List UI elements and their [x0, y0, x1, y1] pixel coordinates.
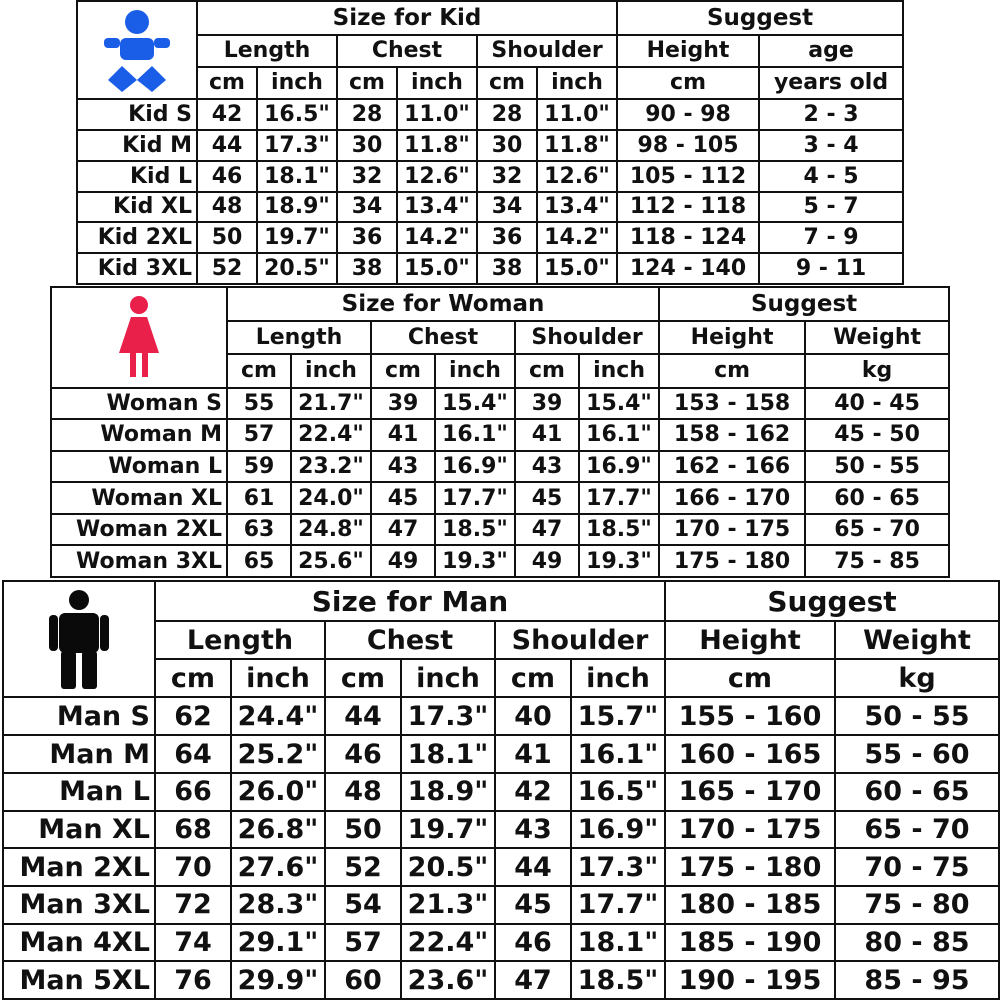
table-cell: 24.8" — [291, 514, 371, 546]
table-cell: 32 — [477, 161, 537, 192]
table-cell: 60 - 65 — [835, 773, 999, 811]
table-cell: 124 - 140 — [617, 253, 759, 284]
size-label: Woman XL — [51, 482, 227, 514]
table-cell: 12.6" — [397, 161, 477, 192]
table-cell: 60 — [325, 961, 401, 999]
table-cell: 13.4" — [537, 192, 617, 223]
unit-header: inch — [401, 659, 495, 697]
table-cell: 26.0" — [231, 773, 325, 811]
table-cell: 43 — [495, 811, 571, 849]
table-cell: 118 - 124 — [617, 222, 759, 253]
column-header: Length — [227, 321, 371, 354]
table-cell: 63 — [227, 514, 291, 546]
table-cell: 34 — [337, 192, 397, 223]
table-cell: 29.9" — [231, 961, 325, 999]
table-cell: 11.8" — [537, 130, 617, 161]
column-header: age — [759, 35, 903, 67]
man-title: Size for Man — [155, 581, 665, 621]
table-cell: 175 - 180 — [659, 545, 805, 577]
table-cell: 2 - 3 — [759, 99, 903, 130]
kid-suggest-title: Suggest — [617, 1, 903, 35]
table-row — [77, 222, 903, 253]
unit-header: inch — [397, 67, 477, 99]
table-cell: 153 - 158 — [659, 388, 805, 420]
table-cell: 16.5" — [257, 99, 337, 130]
table-cell: 29.1" — [231, 924, 325, 962]
kid-title: Size for Kid — [197, 1, 617, 35]
table-cell: 25.6" — [291, 545, 371, 577]
table-row — [3, 697, 999, 735]
table-cell: 16.5" — [571, 773, 665, 811]
table-row — [51, 545, 949, 577]
table-cell: 18.5" — [435, 514, 515, 546]
table-row — [77, 192, 903, 223]
table-row — [77, 253, 903, 284]
unit-header: inch — [537, 67, 617, 99]
table-cell: 28 — [337, 99, 397, 130]
unit-header: cm — [617, 67, 759, 99]
size-label: Woman L — [51, 451, 227, 483]
column-header: Shoulder — [477, 35, 617, 67]
table-cell: 38 — [337, 253, 397, 284]
table-cell: 50 - 55 — [805, 451, 949, 483]
table-cell: 19.7" — [401, 811, 495, 849]
table-cell: 47 — [515, 514, 579, 546]
table-cell: 43 — [515, 451, 579, 483]
column-header: Shoulder — [515, 321, 659, 354]
table-cell: 15.4" — [579, 388, 659, 420]
table-cell: 44 — [495, 848, 571, 886]
table-cell: 39 — [371, 388, 435, 420]
kid-size-chart — [76, 0, 902, 285]
table-cell: 18.1" — [401, 735, 495, 773]
table-cell: 49 — [515, 545, 579, 577]
size-label: Kid S — [77, 99, 197, 130]
table-cell: 22.4" — [291, 419, 371, 451]
table-cell: 17.7" — [579, 482, 659, 514]
table-cell: 48 — [325, 773, 401, 811]
man-suggest-title: Suggest — [665, 581, 999, 621]
unit-header: inch — [571, 659, 665, 697]
size-label: Man 5XL — [3, 961, 155, 999]
table-cell: 46 — [325, 735, 401, 773]
table-cell: 19.3" — [435, 545, 515, 577]
table-cell: 170 - 175 — [665, 811, 835, 849]
table-cell: 166 - 170 — [659, 482, 805, 514]
table-cell: 13.4" — [397, 192, 477, 223]
unit-header: cm — [371, 354, 435, 387]
table-cell: 16.9" — [571, 811, 665, 849]
unit-header: cm — [659, 354, 805, 387]
table-cell: 49 — [371, 545, 435, 577]
unit-header: cm — [155, 659, 231, 697]
unit-header: inch — [231, 659, 325, 697]
table-cell: 50 - 55 — [835, 697, 999, 735]
table-cell: 43 — [371, 451, 435, 483]
table-cell: 38 — [477, 253, 537, 284]
table-cell: 65 - 70 — [835, 811, 999, 849]
table-cell: 18.1" — [257, 161, 337, 192]
woman-size-chart — [50, 286, 948, 578]
column-header: Length — [197, 35, 337, 67]
column-header: Height — [659, 321, 805, 354]
unit-header: cm — [337, 67, 397, 99]
table-cell: 11.8" — [397, 130, 477, 161]
table-cell: 46 — [495, 924, 571, 962]
size-label: Man M — [3, 735, 155, 773]
table-cell: 16.1" — [435, 419, 515, 451]
table-cell: 55 — [227, 388, 291, 420]
table-cell: 74 — [155, 924, 231, 962]
unit-header: cm — [665, 659, 835, 697]
table-cell: 185 - 190 — [665, 924, 835, 962]
table-cell: 41 — [371, 419, 435, 451]
table-cell: 40 — [495, 697, 571, 735]
table-cell: 19.7" — [257, 222, 337, 253]
woman-size-table — [50, 286, 950, 578]
table-cell: 155 - 160 — [665, 697, 835, 735]
table-cell: 7 - 9 — [759, 222, 903, 253]
table-cell: 165 - 170 — [665, 773, 835, 811]
table-cell: 180 - 185 — [665, 886, 835, 924]
size-label: Man 4XL — [3, 924, 155, 962]
table-cell: 26.8" — [231, 811, 325, 849]
unit-header: cm — [515, 354, 579, 387]
size-label: Man L — [3, 773, 155, 811]
table-cell: 17.7" — [435, 482, 515, 514]
unit-header: inch — [579, 354, 659, 387]
size-label: Man 3XL — [3, 886, 155, 924]
table-cell: 4 - 5 — [759, 161, 903, 192]
table-cell: 54 — [325, 886, 401, 924]
table-cell: 18.5" — [579, 514, 659, 546]
column-header: Length — [155, 621, 325, 659]
table-cell: 27.6" — [231, 848, 325, 886]
table-cell: 65 - 70 — [805, 514, 949, 546]
table-cell: 90 - 98 — [617, 99, 759, 130]
table-row — [77, 130, 903, 161]
table-cell: 15.7" — [571, 697, 665, 735]
table-cell: 70 — [155, 848, 231, 886]
table-cell: 15.0" — [537, 253, 617, 284]
column-header: Weight — [805, 321, 949, 354]
table-cell: 17.3" — [401, 697, 495, 735]
table-row — [51, 388, 949, 420]
table-cell: 17.7" — [571, 886, 665, 924]
table-cell: 65 — [227, 545, 291, 577]
table-cell: 50 — [197, 222, 257, 253]
size-label: Woman 3XL — [51, 545, 227, 577]
table-cell: 11.0" — [397, 99, 477, 130]
man-size-table — [2, 580, 1000, 1000]
table-cell: 175 - 180 — [665, 848, 835, 886]
table-cell: 15.4" — [435, 388, 515, 420]
table-cell: 61 — [227, 482, 291, 514]
size-label: Man 2XL — [3, 848, 155, 886]
table-cell: 21.3" — [401, 886, 495, 924]
table-cell: 75 - 85 — [805, 545, 949, 577]
unit-header: cm — [227, 354, 291, 387]
table-row — [3, 735, 999, 773]
table-cell: 25.2" — [231, 735, 325, 773]
table-cell: 23.6" — [401, 961, 495, 999]
table-cell: 39 — [515, 388, 579, 420]
table-row — [51, 419, 949, 451]
table-row — [3, 848, 999, 886]
table-cell: 9 - 11 — [759, 253, 903, 284]
table-cell: 47 — [371, 514, 435, 546]
table-cell: 45 — [495, 886, 571, 924]
woman-title: Size for Woman — [227, 287, 659, 321]
table-cell: 12.6" — [537, 161, 617, 192]
kid-size-table — [76, 0, 904, 285]
table-cell: 57 — [227, 419, 291, 451]
table-cell: 11.0" — [537, 99, 617, 130]
table-cell: 18.9" — [257, 192, 337, 223]
column-header: Chest — [325, 621, 495, 659]
unit-header: inch — [291, 354, 371, 387]
table-cell: 28.3" — [231, 886, 325, 924]
table-cell: 80 - 85 — [835, 924, 999, 962]
table-cell: 50 — [325, 811, 401, 849]
column-header: Height — [665, 621, 835, 659]
size-label: Man S — [3, 697, 155, 735]
table-cell: 24.0" — [291, 482, 371, 514]
man-size-chart — [2, 580, 998, 1000]
table-cell: 42 — [197, 99, 257, 130]
table-cell: 18.5" — [571, 961, 665, 999]
column-header: Chest — [337, 35, 477, 67]
table-cell: 17.3" — [257, 130, 337, 161]
table-cell: 105 - 112 — [617, 161, 759, 192]
table-cell: 48 — [197, 192, 257, 223]
baby-icon — [77, 1, 197, 99]
table-cell: 75 - 80 — [835, 886, 999, 924]
table-cell: 112 - 118 — [617, 192, 759, 223]
table-cell: 158 - 162 — [659, 419, 805, 451]
table-cell: 21.7" — [291, 388, 371, 420]
size-label: Kid XL — [77, 192, 197, 223]
table-cell: 70 - 75 — [835, 848, 999, 886]
table-cell: 36 — [337, 222, 397, 253]
table-cell: 16.9" — [579, 451, 659, 483]
table-cell: 16.1" — [571, 735, 665, 773]
size-label: Kid 3XL — [77, 253, 197, 284]
table-cell: 98 - 105 — [617, 130, 759, 161]
table-cell: 72 — [155, 886, 231, 924]
column-header: Chest — [371, 321, 515, 354]
table-row — [51, 482, 949, 514]
table-cell: 3 - 4 — [759, 130, 903, 161]
size-label: Kid M — [77, 130, 197, 161]
table-cell: 85 - 95 — [835, 961, 999, 999]
table-cell: 66 — [155, 773, 231, 811]
unit-header: inch — [257, 67, 337, 99]
unit-header: cm — [495, 659, 571, 697]
table-cell: 19.3" — [579, 545, 659, 577]
table-cell: 52 — [325, 848, 401, 886]
table-cell: 190 - 195 — [665, 961, 835, 999]
table-cell: 14.2" — [397, 222, 477, 253]
woman-icon — [51, 287, 227, 388]
table-cell: 32 — [337, 161, 397, 192]
table-cell: 52 — [197, 253, 257, 284]
size-label: Kid L — [77, 161, 197, 192]
table-cell: 57 — [325, 924, 401, 962]
table-cell: 68 — [155, 811, 231, 849]
table-row — [3, 924, 999, 962]
table-cell: 60 - 65 — [805, 482, 949, 514]
table-cell: 45 — [371, 482, 435, 514]
table-cell: 46 — [197, 161, 257, 192]
table-cell: 15.0" — [397, 253, 477, 284]
table-row — [3, 886, 999, 924]
table-cell: 76 — [155, 961, 231, 999]
table-row — [51, 514, 949, 546]
table-cell: 59 — [227, 451, 291, 483]
column-header: Shoulder — [495, 621, 665, 659]
table-cell: 18.1" — [571, 924, 665, 962]
table-row — [77, 99, 903, 130]
table-cell: 24.4" — [231, 697, 325, 735]
table-cell: 47 — [495, 961, 571, 999]
woman-suggest-title: Suggest — [659, 287, 949, 321]
table-row — [3, 961, 999, 999]
table-cell: 14.2" — [537, 222, 617, 253]
table-cell: 30 — [477, 130, 537, 161]
table-cell: 16.9" — [435, 451, 515, 483]
unit-header: cm — [197, 67, 257, 99]
table-cell: 18.9" — [401, 773, 495, 811]
size-label: Woman 2XL — [51, 514, 227, 546]
table-cell: 162 - 166 — [659, 451, 805, 483]
table-cell: 23.2" — [291, 451, 371, 483]
table-cell: 17.3" — [571, 848, 665, 886]
unit-header: years old — [759, 67, 903, 99]
table-cell: 42 — [495, 773, 571, 811]
table-cell: 44 — [325, 697, 401, 735]
table-row — [77, 161, 903, 192]
table-cell: 34 — [477, 192, 537, 223]
table-cell: 62 — [155, 697, 231, 735]
unit-header: cm — [325, 659, 401, 697]
table-row — [3, 773, 999, 811]
table-cell: 20.5" — [401, 848, 495, 886]
size-label: Woman M — [51, 419, 227, 451]
table-cell: 16.1" — [579, 419, 659, 451]
size-label: Kid 2XL — [77, 222, 197, 253]
table-row — [3, 811, 999, 849]
table-cell: 45 — [515, 482, 579, 514]
unit-header: kg — [805, 354, 949, 387]
unit-header: kg — [835, 659, 999, 697]
table-cell: 22.4" — [401, 924, 495, 962]
table-cell: 160 - 165 — [665, 735, 835, 773]
column-header: Height — [617, 35, 759, 67]
man-icon — [3, 581, 155, 697]
size-label: Woman S — [51, 388, 227, 420]
column-header: Weight — [835, 621, 999, 659]
table-cell: 55 - 60 — [835, 735, 999, 773]
unit-header: inch — [435, 354, 515, 387]
table-cell: 44 — [197, 130, 257, 161]
table-row — [51, 451, 949, 483]
table-cell: 36 — [477, 222, 537, 253]
table-cell: 41 — [495, 735, 571, 773]
size-label: Man XL — [3, 811, 155, 849]
table-cell: 64 — [155, 735, 231, 773]
table-cell: 20.5" — [257, 253, 337, 284]
table-cell: 30 — [337, 130, 397, 161]
table-cell: 170 - 175 — [659, 514, 805, 546]
table-cell: 40 - 45 — [805, 388, 949, 420]
table-cell: 45 - 50 — [805, 419, 949, 451]
unit-header: cm — [477, 67, 537, 99]
table-cell: 5 - 7 — [759, 192, 903, 223]
table-cell: 41 — [515, 419, 579, 451]
table-cell: 28 — [477, 99, 537, 130]
